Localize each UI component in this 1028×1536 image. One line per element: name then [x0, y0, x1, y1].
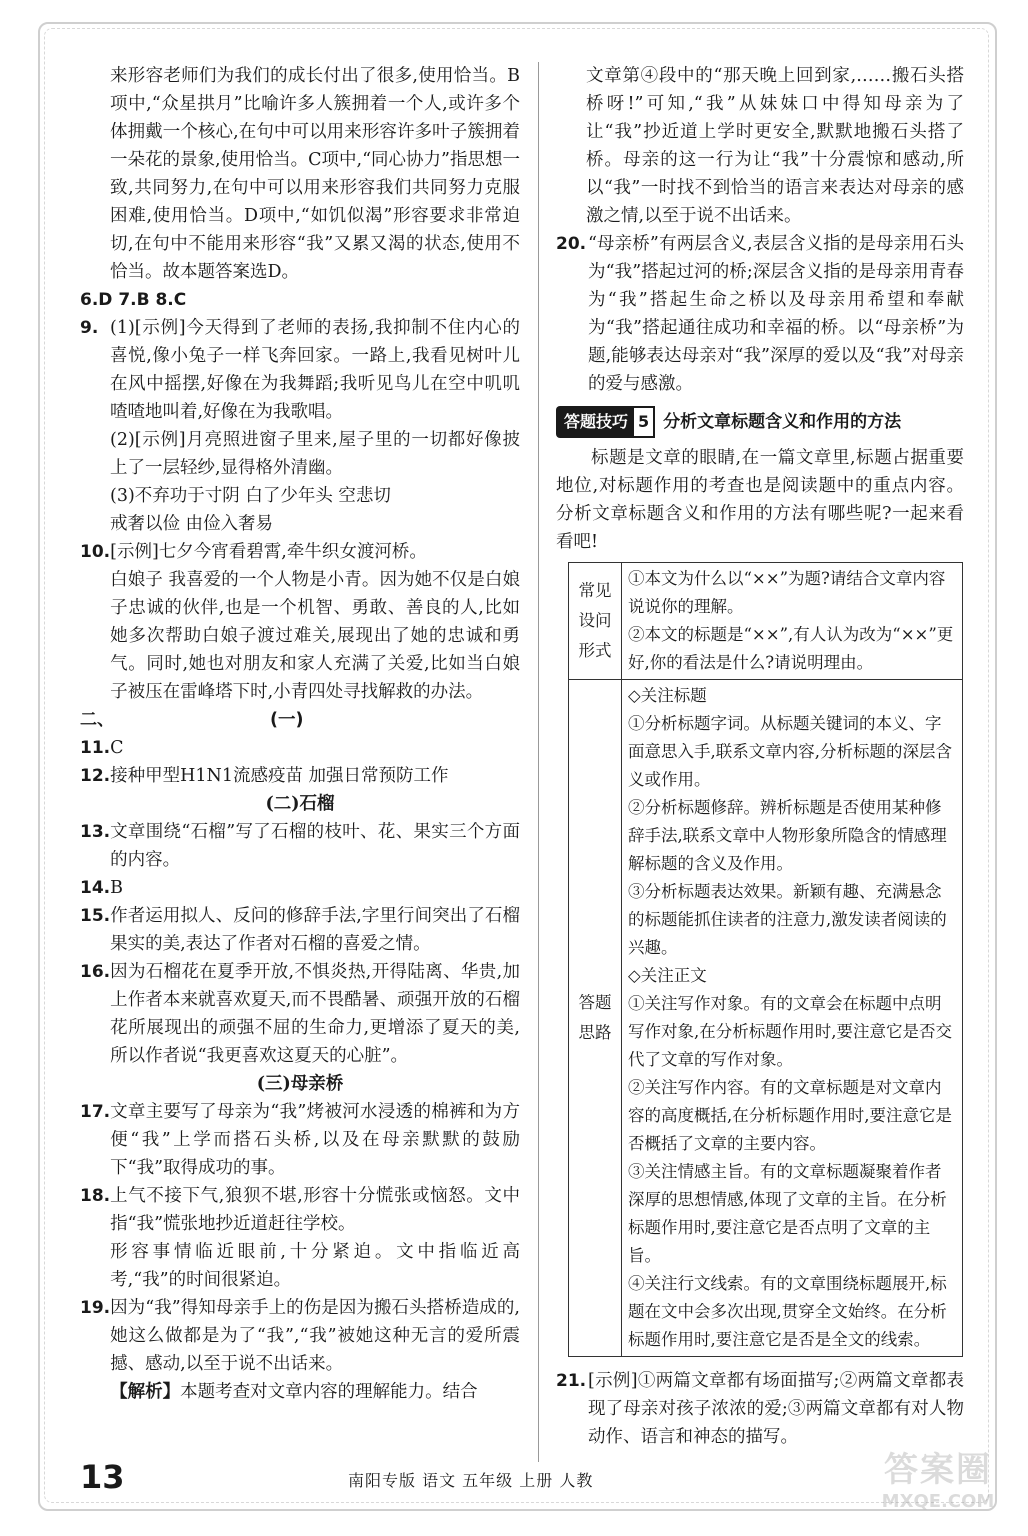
question-19: 19. 因为“我”得知母亲手上的伤是因为搬石头搭桥造成的,她这么做都是为了“我”,“我”被她这种无言的爱所震撼、感动,以至于说不出话来。 【解析】本题考查对文章内容的理解能力。结合	[80, 1294, 520, 1406]
analysis-19: 【解析】本题考查对文章内容的理解能力。结合	[110, 1382, 478, 1402]
subsection-pomegranate: (二)石榴	[265, 794, 335, 814]
analysis-19-continued: 文章第④段中的“那天晚上回到家,……搬石头搭桥呀!”可知,“我”从妹妹口中得知母亲为了让“我”抄近道上学时更安全,默默地搬石头搭了桥。母亲的这一行为让“我”十分震惊和感动,所以“我”一时找不到恰当的语言来表达对母亲的感激之情,以至于说不出话来。	[586, 66, 964, 226]
tip-intro: 标题是文章的眼睛,在一篇文章里,标题占据重要地位,对标题作用的考查也是阅读题中的重点内容。分析文章标题含义和作用的方法有哪些呢?一起来看看吧!	[556, 448, 964, 552]
page-number: 13	[80, 1458, 125, 1496]
answer-9-4: 戒奢以俭 由俭入奢易	[110, 514, 274, 534]
row-label-question-forms: 常见设问形式	[569, 563, 622, 680]
question-11: 11. C	[80, 738, 124, 758]
question-13: 13. 文章围绕“石榴”写了石榴的枝叶、花、果实三个方面的内容。	[80, 822, 520, 870]
section-two-heading: 二、 (一)	[80, 710, 304, 730]
question-14: 14. B	[80, 878, 123, 898]
answer-9-2: (2)[示例]月亮照进窗子里来,屋子里的一切都好像披上了一层轻纱,显得格外清幽。	[110, 430, 520, 478]
column-divider	[538, 62, 539, 1462]
answer-19: 因为“我”得知母亲手上的伤是因为搬石头搭桥造成的,她这么做都是为了“我”,“我”被她这种无言的爱所震撼、感动,以至于说不出话来。	[110, 1298, 520, 1374]
question-12: 12. 接种甲型H1N1流感疫苗 加强日常预防工作	[80, 766, 449, 786]
table-row	[569, 563, 963, 680]
left-column	[80, 62, 520, 1406]
question-9	[80, 314, 520, 538]
answer-18-a: 上气不接下气,狼狈不堪,形容十分慌张或恼怒。文中指“我”慌张地抄近道赶往学校。	[110, 1186, 520, 1234]
question-17: 17. 文章主要写了母亲为“我”烤被河水浸透的棉裤和为方便“我”上学而搭石头桥,以及在母亲默默的鼓励下“我”取得成功的事。	[80, 1102, 520, 1178]
subsection-mother-bridge: (三)母亲桥	[256, 1074, 344, 1094]
footer-text: 南阳专版 语文 五年级 上册 人教	[348, 1471, 594, 1490]
question-15: 15. 作者运用拟人、反问的修辞手法,字里行间突出了石榴果实的美,表达了作者对石榴的喜爱之情。	[80, 906, 520, 954]
tip-title: 分析文章标题含义和作用的方法	[663, 412, 902, 432]
continued-explanation: 来形容老师们为我们的成长付出了很多,使用恰当。B项中,“众星拱月”比喻许多人簇拥着一个人,或许多个体拥戴一个核心,在句中可以用来形容许多叶子簇拥着一朵花的景象,使用恰当。C项中,“同心协力”指思想一致,共同努力,在句中可以用来形容我们共同努力克服困难,使用恰当。D项中,“如饥似渴”形容要求非常迫切,在句中不能用来形容“我”又累又渴的状态,使用不恰当。故本题答案选D。	[110, 66, 520, 282]
answer-10-a: [示例]七夕今宵看碧霄,牵牛织女渡河桥。	[110, 542, 427, 562]
table-row	[569, 680, 963, 1357]
row-label-answer-approach: 答题思路	[569, 680, 622, 1357]
answers-6-8: 6.D 7.B 8.C	[80, 290, 187, 310]
answer-18-b: 形容事情临近眼前,十分紧迫。文中指临近高考,“我”的时间很紧迫。	[110, 1242, 520, 1290]
row-content: ①本文为什么以“××”为题?请结合文章内容说说你的理解。 ②本文的标题是“××”,有人认为改为“××”更好,你的看法是什么?请说明理由。	[622, 563, 963, 680]
watermark-url: MXQE.COM	[881, 1491, 995, 1512]
row-content: ◇关注标题 ①分析标题字词。从标题关键词的本义、字面意思入手,联系文章内容,分析标题的深层含义或作用。 ②分析标题修辞。辨析标题是否使用某种修辞手法,联系文章中人物形象所隐含的情感理解标题的含义及作用。 ③分析标题表达效果。新颖有趣、充满悬念的标题能抓住读者的注意力,激发读者阅读的兴趣。 ◇关注正文 ①关注写作对象。有的文章会在标题中点明写作对象,在分析标题作用时,要注意它是否交代了文章的写作对象。 ②关注写作内容。有的文章标题是对文章内容的高度概括,在分析标题作用时,要注意它是否概括了文章的主要内容。 ③关注情感主旨。有的文章标题凝聚着作者深厚的思想情感,体现了文章的主旨。在分析标题作用时,要注意它是否点明了文章的主旨。 ④关注行文线索。有的文章围绕标题展开,标题在文中会多次出现,贯穿全文始终。在分析标题作用时,要注意它是否是全文的线索。	[622, 680, 963, 1357]
tip-number: 5	[632, 406, 655, 438]
answer-10-b: 白娘子 我喜爱的一个人物是小青。因为她不仅是白娘子忠诚的伙伴,也是一个机智、勇敢、善良的人,比如她多次帮助白娘子渡过难关,展现出了她的忠诚和勇气。同时,她也对朋友和家人充满了关爱,比如当白娘子被压在雷峰塔下时,小青四处寻找解救的办法。	[110, 570, 520, 702]
tip-table	[568, 562, 963, 1357]
question-number: 10.	[80, 542, 111, 562]
question-18: 18. 上气不接下气,狼狈不堪,形容十分慌张或恼怒。文中指“我”慌张地抄近道赶往学校。 形容事情临近眼前,十分紧迫。文中指临近高考,“我”的时间很紧迫。	[80, 1182, 520, 1294]
question-21: 21. [示例]①两篇文章都有场面描写;②两篇文章都表现了母亲对孩子浓浓的爱;③两篇文章都有对人物动作、语言和神态的描写。	[556, 1371, 964, 1447]
answer-9-3: (3)不弃功于寸阴 白了少年头 空悲切	[110, 486, 391, 506]
right-column	[556, 62, 964, 1451]
tip-heading	[556, 406, 964, 438]
watermark-logo	[868, 1442, 1008, 1512]
question-10	[80, 538, 520, 706]
question-number: 9.	[80, 318, 99, 338]
watermark-text: 答案圈	[884, 1450, 992, 1490]
question-20: 20. “母亲桥”有两层含义,表层含义指的是母亲用石头为“我”搭起过河的桥;深层含义指的是母亲用青春为“我”搭起生命之桥以及母亲用希望和奉献为“我”搭起通往成功和幸福的桥。以“母亲桥”为题,能够表达母亲对“我”深厚的爱以及“我”对母亲的爱与感激。	[556, 234, 964, 394]
tip-badge: 答题技巧	[556, 406, 632, 438]
question-16: 16. 因为石榴花在夏季开放,不惧炎热,开得陆离、华贵,加上作者本来就喜欢夏天,而不畏酷暑、顽强开放的石榴花所展现出的顽强不屈的生命力,更增添了夏天的美,所以作者说“我更喜欢这夏天的心脏”。	[80, 962, 520, 1066]
answer-9-1: (1)[示例]今天得到了老师的表扬,我抑制不住内心的喜悦,像小兔子一样飞奔回家。一路上,我看见树叶儿在风中摇摆,好像在为我舞蹈;我听见鸟儿在空中叽叽喳喳地叫着,好像在为我歌唱。	[110, 318, 520, 422]
